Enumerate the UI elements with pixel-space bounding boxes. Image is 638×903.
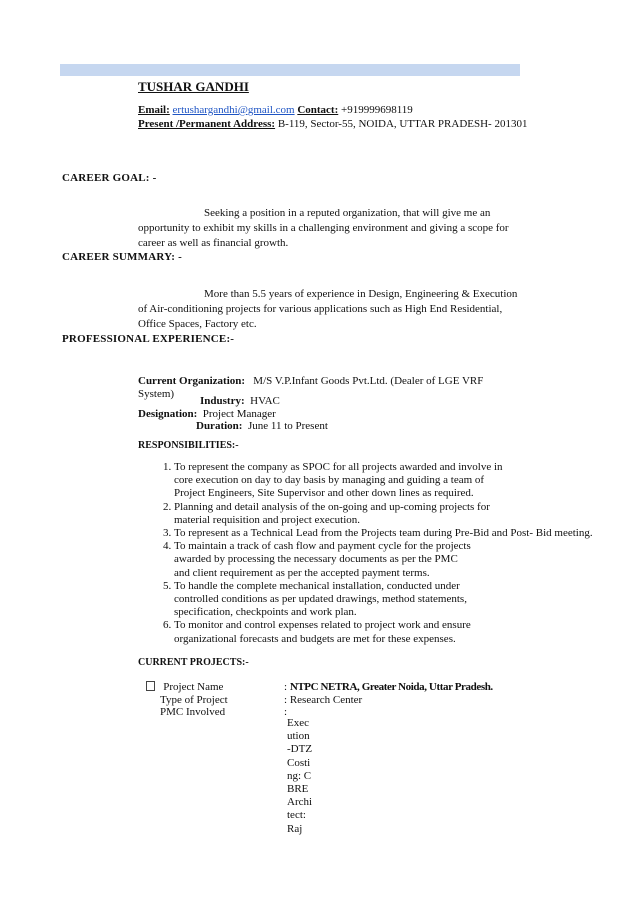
project-name-row — [146, 681, 223, 693]
list-item: 5. To handle the complete mechanical installation, conducted under controlled conditions as per updated drawings, method statements, specification, checkpoints and work plan. — [174, 580, 504, 620]
project-name-label: Project Name — [163, 681, 224, 693]
org-value: M/S V.P.Infant Goods Pvt.Ltd. (Dealer of LGE VRF — [253, 375, 484, 387]
list-item: 2. Planning and detail analysis of the on-going and up-coming projects for material requisition and project execution. — [174, 501, 504, 527]
candidate-name: TUSHAR GANDHI — [138, 79, 249, 94]
duration-label: Duration: — [196, 420, 243, 432]
responsibilities-list — [146, 461, 604, 646]
current-organization — [138, 375, 483, 387]
email-label: Email: — [138, 104, 170, 116]
type-of-project-label: Type of Project — [160, 694, 228, 706]
pmc-value: Execution-DTZ Costing: CBRE Architect: Raj — [287, 717, 313, 835]
duration — [196, 420, 328, 432]
email-link[interactable]: ertushargandhi@gmail.com — [172, 104, 295, 116]
career-goal-text: Seeking a position in a reputed organization, that will give me an opportunity to exhibit my skills in a challenging environment and giving a scope for career as well as financial growth. — [138, 207, 509, 249]
phone-number: +919999698119 — [341, 104, 413, 116]
industry-label: Industry: — [200, 395, 245, 407]
duration-value: June 11 to Present — [247, 420, 328, 432]
career-goal-heading: CAREER GOAL: - — [62, 172, 157, 184]
career-summary-text: More than 5.5 years of experience in Design, Engineering & Execution of Air-conditioning projects for various applications such as High End Residential, Office Spaces, Factory etc. — [138, 288, 518, 330]
pmc-label: PMC Involved — [160, 706, 226, 718]
pmc-colon: : — [284, 706, 288, 718]
designation-label: Designation: — [138, 408, 198, 420]
career-summary-heading: CAREER SUMMARY: - — [62, 251, 182, 263]
type-of-project-value: Research Center — [289, 694, 363, 706]
industry-value: HVAC — [250, 395, 280, 407]
designation — [138, 408, 276, 420]
project-name-value: NTPC NETRA, Greater Noida, Uttar Pradesh. — [289, 681, 493, 693]
type-of-project-value-wrap: : Research Center — [284, 694, 363, 706]
responsibilities-heading: RESPONSIBILITIES:- — [138, 440, 239, 451]
list-item: 1. To represent the company as SPOC for all projects awarded and involve in core execution on day to day basis by managing and guiding a team of Project Engineers, Site Supervisor and other down lines as required. — [174, 461, 504, 501]
list-item: 6. To monitor and control expenses related to project work and ensure organizational forecasts and budgets are met for these expenses. — [174, 619, 474, 645]
address-value: B-119, Sector-55, NOIDA, UTTAR PRADESH- 201301 — [277, 118, 528, 130]
org-value-cont: System) — [138, 388, 175, 400]
list-item: 4. To maintain a track of cash flow and payment cycle for the projects awarded by processing the necessary documents as per the PMC and client requirement as per the accepted payment terms. — [174, 540, 474, 580]
address-line — [138, 118, 527, 130]
header-highlight-bar — [60, 64, 520, 76]
project-name-value-wrap: : NTPC NETRA, Greater Noida, Uttar Pradesh. — [284, 681, 493, 693]
list-item: 3. To represent as a Technical Lead from the Projects team during Pre-Bid and Post- Bid meeting. — [174, 527, 604, 540]
org-label: Current Organization: — [138, 375, 246, 387]
industry — [200, 395, 280, 407]
professional-experience-heading: PROFESSIONAL EXPERIENCE:- — [62, 333, 235, 345]
current-projects-heading: CURRENT PROJECTS:- — [138, 657, 249, 668]
designation-value: Project Manager — [202, 408, 276, 420]
contact-label: Contact: — [297, 104, 339, 116]
address-label: Present /Permanent Address: — [138, 118, 276, 130]
contact-line — [138, 104, 413, 116]
bullet-square-icon — [146, 681, 155, 691]
